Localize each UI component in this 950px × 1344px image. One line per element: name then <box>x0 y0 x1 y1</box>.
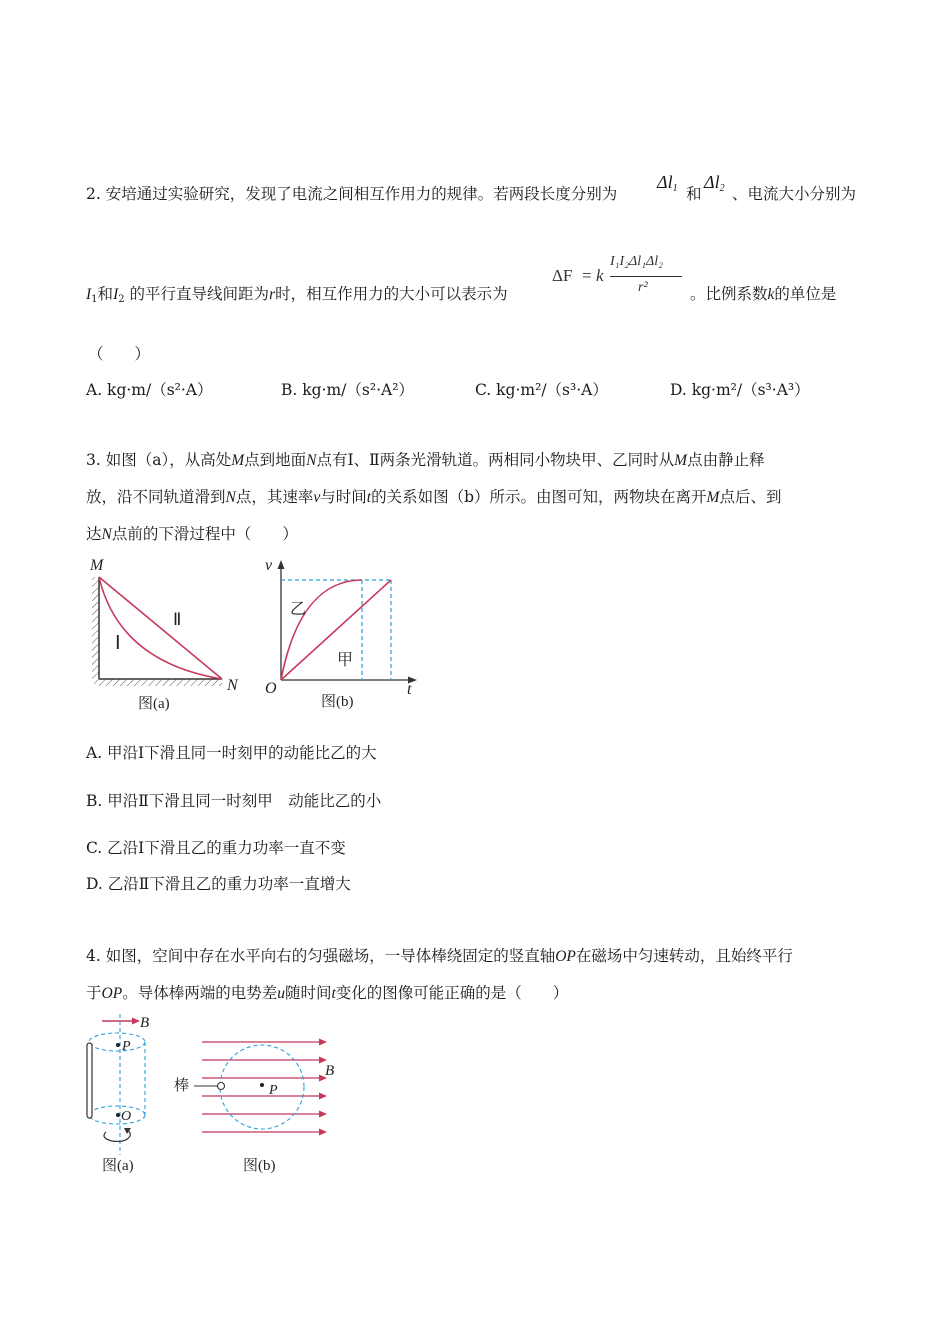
q3-N2: N <box>225 489 236 506</box>
figure-a-caption-q4: 图(a) <box>102 1158 134 1174</box>
q2-formula-denominator: r² <box>638 280 648 295</box>
b-line-5-arrowhead <box>319 1111 327 1118</box>
q2-formula-k: k <box>596 266 604 285</box>
q2-line2 <box>86 284 508 310</box>
q3-line2-e: 点后、到 <box>719 488 782 506</box>
q3-N3: N <box>101 526 112 543</box>
q4-line2-a: 于 <box>86 984 102 1002</box>
q2-k-var: k <box>767 286 775 303</box>
q3-figure-b <box>262 552 427 717</box>
b-label-b: B <box>325 1063 335 1079</box>
q3-t: t <box>366 489 372 506</box>
b-label: B <box>140 1015 150 1031</box>
curve-jia <box>281 580 391 680</box>
q2-option-d: D. kg·m²/（s³·A³） <box>670 381 810 399</box>
q4-OP1: OP <box>555 948 576 965</box>
q3-v: v <box>313 489 321 506</box>
q3-line2-b: 点，其速率 <box>235 488 314 506</box>
q2-and2: 和 <box>97 285 114 303</box>
q2-line2-text-d: 的单位是 <box>774 285 837 303</box>
q3-line1 <box>86 450 765 471</box>
q3-M2: M <box>674 452 688 469</box>
q3-option-c: C. 乙沿Ⅰ下滑且乙的重力功率一直不变 <box>86 839 346 857</box>
track-1-label: Ⅰ <box>115 633 121 654</box>
q2-I2-sub: 2 <box>118 294 125 305</box>
q2-line2-text-c: 。比例系数 <box>690 285 768 303</box>
q2-formula-lhs: ΔF <box>552 266 573 285</box>
q2-r: r <box>269 286 276 303</box>
q4-line2-b: 。导体棒两端的电势差 <box>122 984 278 1002</box>
figure-b-caption: 图(b) <box>321 694 354 710</box>
q2-dl2 <box>704 172 725 194</box>
b-line-1-arrowhead <box>319 1039 327 1046</box>
q2-line2-tail <box>690 284 836 305</box>
q3-option-d: D. 乙沿Ⅱ下滑且乙的重力功率一直增大 <box>86 875 351 893</box>
q4-line1 <box>86 946 793 967</box>
b-field-arrow-head <box>132 1018 140 1025</box>
q2-line1-text-a: 安培通过实验研究，发现了电流之间相互作用力的规律。若两段长度分别为 <box>105 185 618 203</box>
axis-t-label: t <box>407 681 412 698</box>
origin-label: O <box>265 680 277 697</box>
b-line-6-arrowhead <box>319 1129 327 1136</box>
point-O-dot <box>116 1113 120 1117</box>
b-line-4-arrowhead <box>319 1093 327 1100</box>
q2-formula-fraction-bar <box>610 276 682 277</box>
q2-dl1 <box>657 172 678 194</box>
track-2-label: Ⅱ <box>173 610 182 629</box>
q4-line2-c: 随时间 <box>284 984 332 1002</box>
q3-line1-c: 点有Ⅰ、Ⅱ两条光滑轨道。两相同小物块甲、乙同时从 <box>316 451 675 469</box>
point-P-dot-b <box>260 1083 264 1087</box>
q3-line3-b: 点前的下滑过程中（ ） <box>111 525 298 543</box>
q3-N1: N <box>306 452 317 469</box>
q2-I1-sub: 1 <box>91 294 98 305</box>
q2-dl1-symbol: Δl <box>657 172 673 192</box>
q3-option-b: B. 甲沿Ⅱ下滑且同一时刻甲 动能比乙的小 <box>86 792 382 810</box>
q2-line1-text-b: 、电流大小分别为 <box>732 185 857 203</box>
wall-hatch <box>92 577 99 679</box>
q4-line1-b: 在磁场中匀速转动，且始终平行 <box>575 947 793 965</box>
q3-figure-a <box>84 552 254 717</box>
q4-line2 <box>86 983 568 1004</box>
q2-line1 <box>86 184 617 204</box>
q2-answer-paren: （ ） <box>88 345 151 363</box>
figure-b-caption-q4: 图(b) <box>243 1158 276 1174</box>
point-P-dot <box>116 1043 120 1047</box>
q2-formula-numerator: I₁I₂Δl₁Δl₂ <box>610 254 664 269</box>
q3-line1-d: 点由静止释 <box>687 451 765 469</box>
q2-formula-eq: = <box>582 266 592 285</box>
point-O-label: O <box>121 1109 132 1124</box>
q2-option-a: A. kg·m/（s²·A） <box>86 381 213 399</box>
q3-line1-a: 3. 如图（a），从高处 <box>86 451 232 469</box>
q3-M1: M <box>231 452 245 469</box>
q3-line1-b: 点到地面 <box>244 451 307 469</box>
q4-line1-a: 4. 如图，空间中存在水平向右的匀强磁场，一导体棒绕固定的竖直轴 <box>86 947 556 965</box>
q3-line2-d: 的关系如图（b）所示。由图可知，两物块在离开 <box>371 488 707 506</box>
q2-I1: I <box>86 286 92 303</box>
point-M-label: M <box>90 557 104 574</box>
q2-number: 2. <box>86 185 101 203</box>
cylinder-top <box>89 1033 145 1051</box>
q2-I2: I <box>113 286 119 303</box>
conductor-rod <box>87 1043 92 1118</box>
q3-line2 <box>86 487 781 508</box>
q2-line2-text-a: 的平行直导线间距为 <box>129 285 270 303</box>
q2-option-c: C. kg·m²/（s³·A） <box>475 381 608 399</box>
axis-v-label: v <box>265 557 273 574</box>
q2-dl2-symbol: Δl <box>704 172 720 192</box>
rod-label: 棒 <box>174 1078 190 1094</box>
q4-figure-b <box>170 1030 350 1180</box>
curve-jia-label: 甲 <box>337 652 354 669</box>
q3-M3: M <box>706 489 720 506</box>
q3-line2-c: 与时间 <box>320 488 367 506</box>
q2-dl1-sub: 1 <box>672 183 678 194</box>
q4-OP2: OP <box>101 985 123 1002</box>
q4-figure-a <box>80 1010 170 1180</box>
q3-line2-a: 放，沿不同轨道滑到 <box>86 488 226 506</box>
q2-option-b: B. kg·m/（s²·A²） <box>281 381 414 399</box>
q2-formula <box>552 254 687 304</box>
q4-u: u <box>277 985 285 1002</box>
point-P-label-b: P <box>269 1083 278 1098</box>
y-axis-arrow <box>278 560 285 569</box>
q3-line3-a: 达 <box>86 525 102 543</box>
q2-dl2-sub: 2 <box>719 183 725 194</box>
q4-t: t <box>331 985 336 1002</box>
rod-cross-section <box>218 1083 225 1090</box>
ground-hatch <box>94 679 222 686</box>
track-2-line <box>99 577 222 679</box>
q3-line3 <box>86 524 298 545</box>
figure-a-caption: 图(a) <box>138 696 170 712</box>
point-P-label: P <box>122 1039 131 1054</box>
q4-line2-d: 变化的图像可能正确的是（ ） <box>335 984 569 1002</box>
q2-and: 和 <box>686 185 702 203</box>
curve-yi-label: 乙 <box>290 601 307 618</box>
point-N-label: N <box>227 677 238 694</box>
q3-option-a: A. 甲沿Ⅰ下滑且同一时刻甲的动能比乙的大 <box>86 744 377 762</box>
q2-line2-text-b: 时，相互作用力的大小可以表示为 <box>275 285 508 303</box>
